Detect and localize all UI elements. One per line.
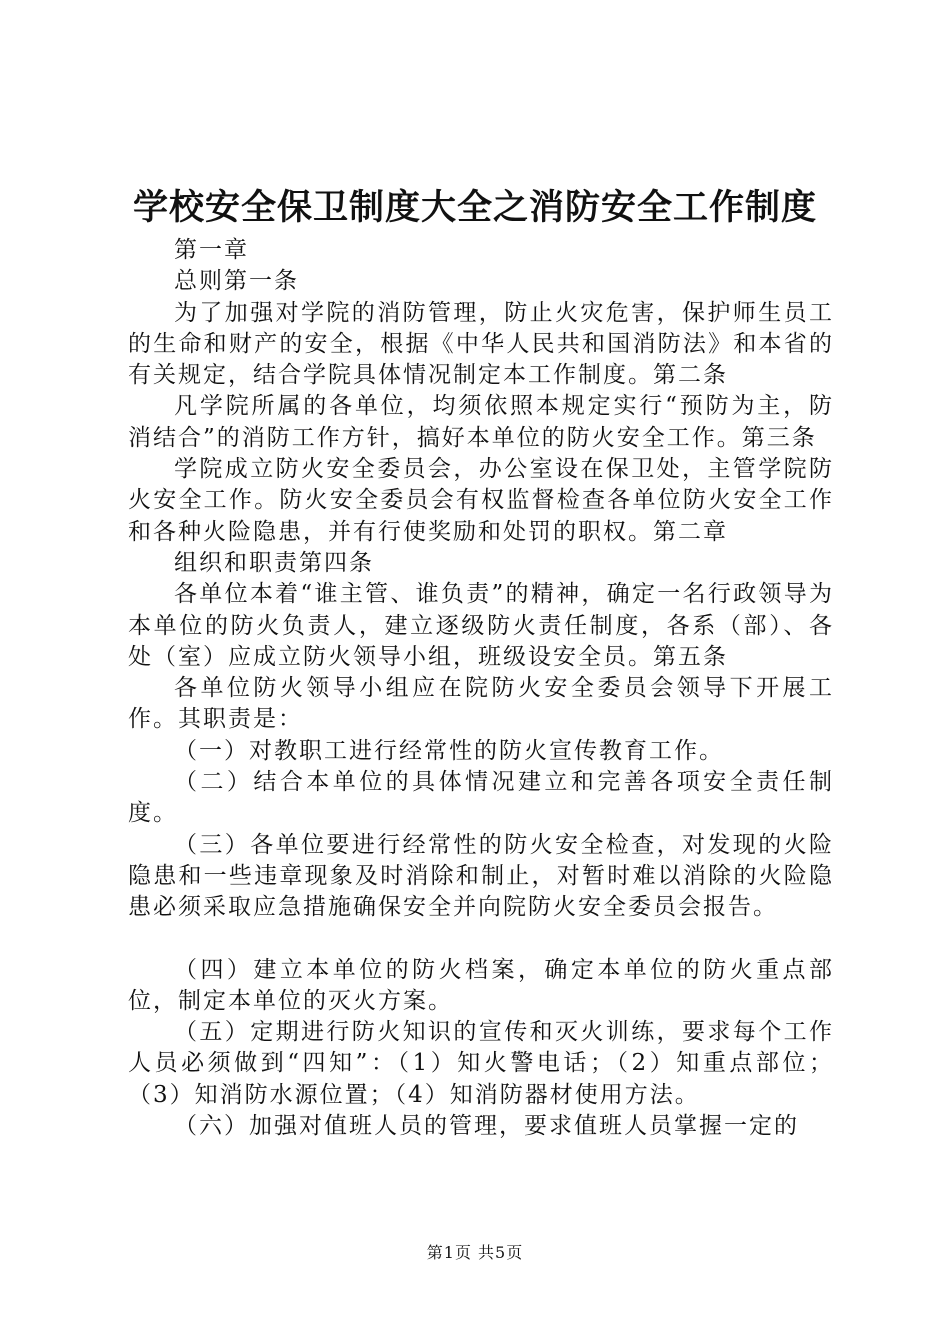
- paragraph-duty-2: （二）结合本单位的具体情况建立和完善各项安全责任制度。: [128, 769, 834, 827]
- paragraph-organization: 组织和职责第四条: [174, 549, 374, 576]
- paragraph-committee: 学院成立防火安全委员会，办公室设在保卫处，主管学院防火安全工作。防火安全委员会有权监督检查各单位防火安全工作和各种火险隐患，并有行使奖励和处罚的职权。第二章: [128, 456, 834, 545]
- paragraph-duty-6: （六）加强对值班人员的管理，要求值班人员掌握一定的: [174, 1113, 799, 1140]
- paragraph-policy: 凡学院所属的各单位，均须依照本规定实行“预防为主，防消结合”的消防工作方针，搞好本单位的防火安全工作。第三条: [128, 393, 834, 451]
- paragraph-chapter-1: 第一章: [174, 237, 249, 263]
- paragraph-duty-1: （一）对教职工进行经常性的防火宣传教育工作。: [174, 737, 724, 764]
- paragraph-general-article-1: 总则第一条: [174, 268, 299, 295]
- paragraph-duties-intro: 各单位防火领导小组应在院防火安全委员会领导下开展工作。其职责是：: [128, 675, 834, 733]
- paragraph-responsibility: 各单位本着“谁主管、谁负责”的精神，确定一名行政领导为本单位的防火负责人，建立逐级防火责任制度，各系（部）、各处（室）应成立防火领导小组，班级设安全员。第五条: [128, 581, 834, 670]
- page-footer: 第1页 共5页: [426, 1243, 524, 1262]
- paragraph-duty-3: （三）各单位要进行经常性的防火安全检查，对发现的火险隐患和一些违章现象及时消除和制止，对暂时难以消除的火险隐患必须采取应急措施确保安全并向院防火安全委员会报告。: [128, 831, 834, 921]
- paragraph-duty-5: （五）定期进行防火知识的宣传和灭火训练，要求每个工作人员必须做到“四知”：（1）知火警电话；（2）知重点部位；（3）知消防水源位置；（4）知消防器材使用方法。: [128, 1019, 834, 1108]
- document-title: 学校安全保卫制度大全之消防安全工作制度: [132, 188, 817, 228]
- paragraph-duty-4: （四）建立本单位的防火档案，确定本单位的防火重点部位，制定本单位的灭火方案。: [128, 956, 834, 1014]
- paragraph-purpose: 为了加强对学院的消防管理，防止火灾危害，保护师生员工的生命和财产的安全，根据《中华人民共和国消防法》和本省的有关规定，结合学院具体情况制定本工作制度。第二条: [128, 299, 834, 389]
- document-body: [128, 235, 834, 1142]
